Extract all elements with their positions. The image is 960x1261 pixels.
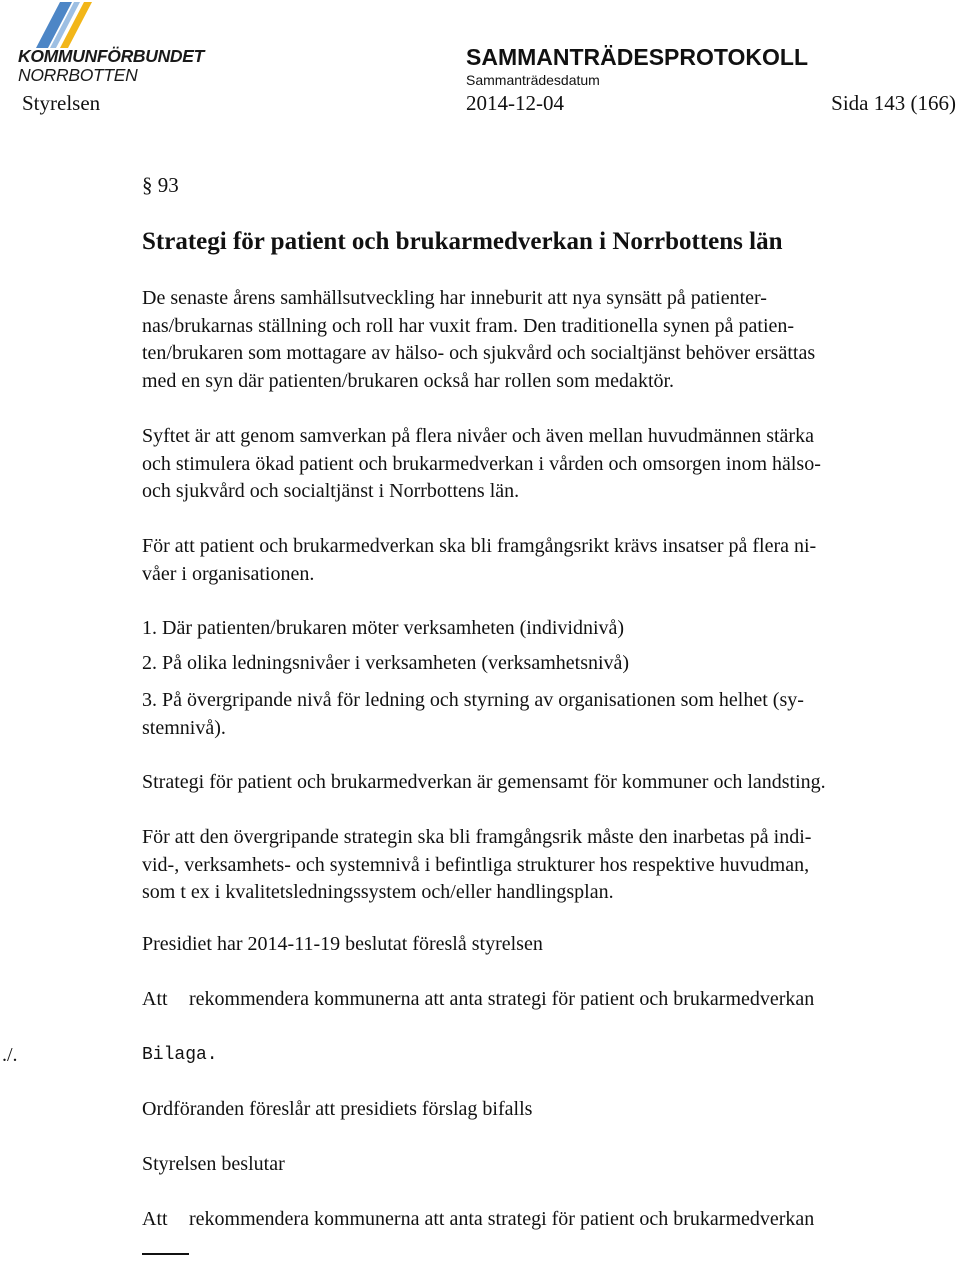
document-type: SAMMANTRÄDESPROTOKOLL — [466, 44, 809, 70]
paragraph-common-strategy — [142, 769, 942, 797]
page-number: Sida 143 (166) — [831, 91, 956, 115]
att-text: rekommendera kommunerna att anta strategi för patient och brukarmedverkan — [189, 988, 815, 1010]
presidium-proposal: Presidiet har 2014-11-19 beslutat föreslå styrelsen — [142, 933, 543, 955]
text-line: Strategi för patient och brukarmedverkan är gemensamt för kommuner och landsting. — [142, 771, 826, 793]
text-line: våer i organisationen. — [142, 562, 315, 585]
list-item-text: 1. Där patienten/brukaren möter verksamheten (individnivå) — [142, 617, 625, 639]
closing-rule — [142, 1253, 189, 1255]
logo-text-line2: NORRBOTTEN — [18, 65, 138, 85]
body-name: Styrelsen — [22, 91, 101, 115]
date-label: Sammanträdesdatum — [466, 72, 600, 88]
text-line: med en syn där patienten/brukaren också har rollen som medaktör. — [142, 369, 675, 392]
list-item-text: stemnivå). — [142, 716, 226, 739]
logo-stripes-icon — [24, 2, 94, 50]
section-number: § 93 — [142, 173, 179, 197]
text-line: ten/brukaren som mottagare av hälso- och sjukvård och socialtjänst behöver ersättas — [142, 342, 816, 364]
list-item — [142, 615, 942, 643]
chair-proposal: Ordföranden föreslår att presidiets förslag bifalls — [142, 1098, 533, 1120]
text-line: och stimulera ökad patient och brukarmedverkan i vården och omsorgen inom hälso- — [142, 452, 821, 475]
text-line: nas/brukarnas ställning och roll har vuxit fram. Den traditionella synen på patien- — [142, 314, 795, 337]
list-item — [142, 650, 942, 678]
att-label: Att — [142, 988, 168, 1010]
paragraph-purpose — [142, 423, 942, 506]
attachment-mark: ./. — [2, 1044, 18, 1066]
list-item-text: 3. På övergripande nivå för ledning och styrning av organisationen som helhet (sy- — [142, 689, 804, 711]
organization-logo — [18, 2, 228, 86]
section-title: Strategi för patient och brukarmedverkan i Norrbottens län — [142, 228, 783, 255]
board-decides: Styrelsen beslutar — [142, 1153, 285, 1175]
text-line: vid-, verksamhets- och systemnivå i befintliga strukturer hos respektive huvudman, — [142, 853, 810, 876]
text-line: som t ex i kvalitetsledningssystem och/eller handlingsplan. — [142, 881, 614, 903]
logo-text-line1: KOMMUNFÖRBUNDET — [18, 46, 205, 66]
text-line: och sjukvård och socialtjänst i Norrbottens län. — [142, 480, 520, 502]
text-line: För att patient och brukarmedverkan ska bli framgångsrikt krävs insatser på flera ni- — [142, 535, 817, 557]
att-text: rekommendera kommunerna att anta strategi för patient och brukarmedverkan — [189, 1208, 815, 1230]
paragraph-implementation — [142, 824, 942, 907]
list-item-text: 2. På olika ledningsnivåer i verksamheten (verksamhetsnivå) — [142, 652, 630, 674]
text-line: För att den övergripande strategin ska bli framgångsrik måste den inarbetas på indi- — [142, 826, 812, 848]
text-line: Syftet är att genom samverkan på flera nivåer och även mellan huvudmännen stärka — [142, 425, 814, 447]
paragraph-background — [142, 285, 942, 395]
attachment-label: Bilaga. — [142, 1045, 218, 1065]
text-line: De senaste årens samhällsutveckling har inneburit att nya synsätt på patienter- — [142, 287, 767, 309]
paragraph-levels-intro — [142, 533, 942, 588]
meeting-date: 2014-12-04 — [466, 91, 564, 115]
att-label: Att — [142, 1208, 168, 1230]
list-item — [142, 687, 942, 742]
